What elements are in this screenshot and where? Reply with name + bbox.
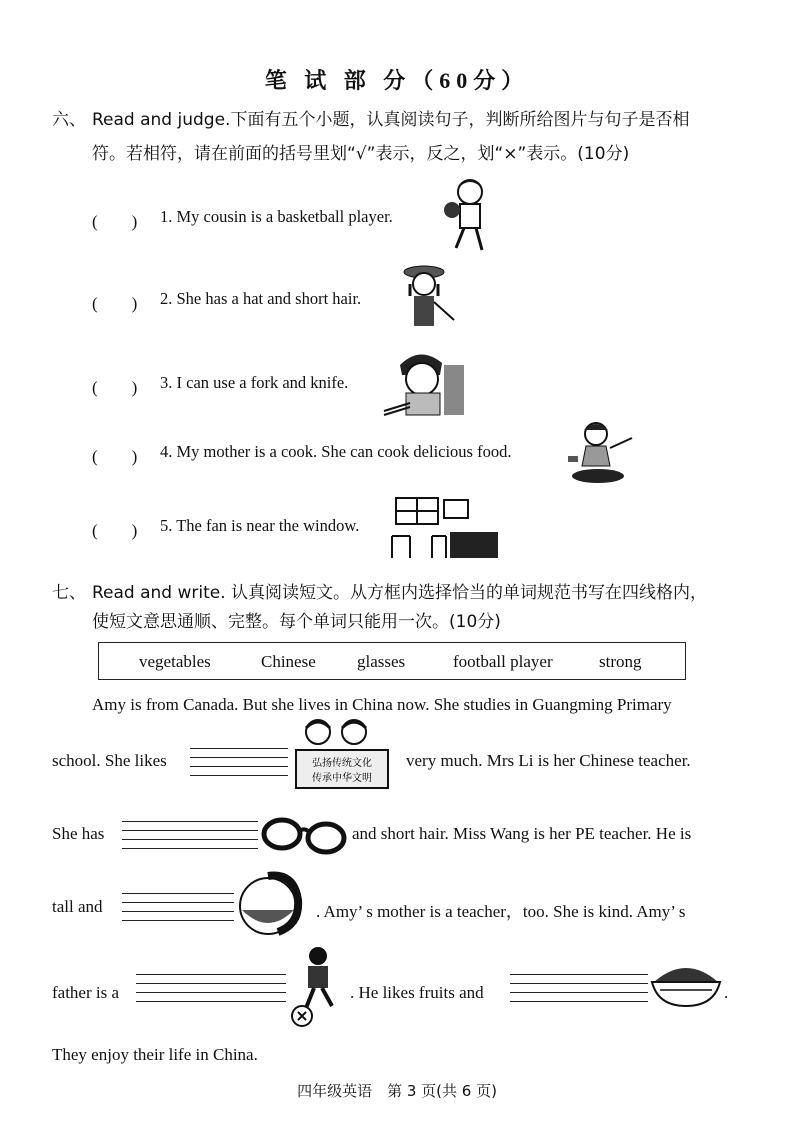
answer-four-line-grid-5[interactable] xyxy=(510,974,648,1002)
word-bank-item: Chinese xyxy=(261,652,316,671)
sign-text-line1: 弘扬传统文化 xyxy=(312,758,372,769)
passage-line-5c: . xyxy=(724,983,729,1002)
answer-four-line-grid-1[interactable] xyxy=(190,748,288,776)
strong-arm-icon xyxy=(238,866,306,938)
glasses-icon xyxy=(260,808,350,860)
question-5-text: 5. The fan is near the window. xyxy=(160,516,360,535)
section-7-number: 七、 xyxy=(52,583,86,603)
passage-line-6: They enjoy their life in China. xyxy=(52,1045,258,1064)
passage-line-4a: tall and xyxy=(52,897,103,916)
passage-line-2a: school. She likes xyxy=(52,751,167,770)
section-6-instruction-line2: 符。若相符，请在前面的括号里划“√”表示，反之，划“×”表示。(10分) xyxy=(92,144,630,164)
girl-with-chopsticks-icon xyxy=(380,345,468,419)
passage-line-2b: very much. Mrs Li is her Chinese teacher. xyxy=(406,751,691,770)
answer-bracket-1[interactable]: ( ) xyxy=(92,212,138,231)
answer-bracket-3[interactable]: ( ) xyxy=(92,378,138,397)
passage-line-5b: . He likes fruits and xyxy=(350,983,484,1002)
question-2-text: 2. She has a hat and short hair. xyxy=(160,289,362,308)
word-bank-item: strong xyxy=(599,652,642,671)
passage-line-3a: She has xyxy=(52,824,105,843)
word-bank-box xyxy=(98,642,686,680)
answer-bracket-4[interactable]: ( ) xyxy=(92,447,138,466)
question-1-text: 1. My cousin is a basketball player. xyxy=(160,207,393,226)
girl-with-hat-icon xyxy=(398,262,458,336)
boy-with-ball-icon xyxy=(440,176,492,256)
woman-cooking-icon xyxy=(566,418,640,490)
section-7-instruction-line2: 使短文意思通顺、完整。每个单词只能用一次。(10分) xyxy=(92,612,501,632)
word-bank-item: vegetables xyxy=(139,652,211,671)
answer-four-line-grid-4[interactable] xyxy=(136,974,286,1002)
page-footer: 四年级英语 第 3 页(共 6 页) xyxy=(297,1082,497,1100)
passage-line-4b: . Amy’ s mother is a teacher，too. She is kind. Amy’ s xyxy=(316,902,686,921)
vegetable-bowl-icon xyxy=(650,960,722,1010)
answer-four-line-grid-3[interactable] xyxy=(122,893,234,921)
page-title: 笔 试 部 分（60分） xyxy=(264,68,530,93)
children-holding-sign-icon xyxy=(288,716,392,792)
question-3-text: 3. I can use a fork and knife. xyxy=(160,373,349,392)
section-7-instruction-line1: Read and write. 认真阅读短文。从方框内选择恰当的单词规范书写在四线格内， xyxy=(92,583,708,603)
passage-line-3b: and short hair. Miss Wang is her PE teacher. He is xyxy=(352,824,692,843)
word-bank-item: glasses xyxy=(357,652,406,671)
question-4-text: 4. My mother is a cook. She can cook delicious food. xyxy=(160,442,512,461)
answer-four-line-grid-2[interactable] xyxy=(122,821,258,849)
passage-line-5a: father is a xyxy=(52,983,120,1002)
section-6-number: 六、 xyxy=(52,110,86,130)
passage-line-1: Amy is from Canada. But she lives in China now. She studies in Guangming Primary xyxy=(92,695,672,714)
answer-bracket-2[interactable]: ( ) xyxy=(92,294,138,313)
sign-text-line2: 传承中华文明 xyxy=(312,773,372,784)
room-with-window-icon xyxy=(388,496,500,562)
word-bank-item: football player xyxy=(453,652,553,671)
football-player-icon xyxy=(290,946,342,1028)
section-6-instruction-line1: Read and judge.下面有五个小题，认真阅读句子，判断所给图片与句子是否相 xyxy=(92,110,690,130)
answer-bracket-5[interactable]: ( ) xyxy=(92,521,138,540)
